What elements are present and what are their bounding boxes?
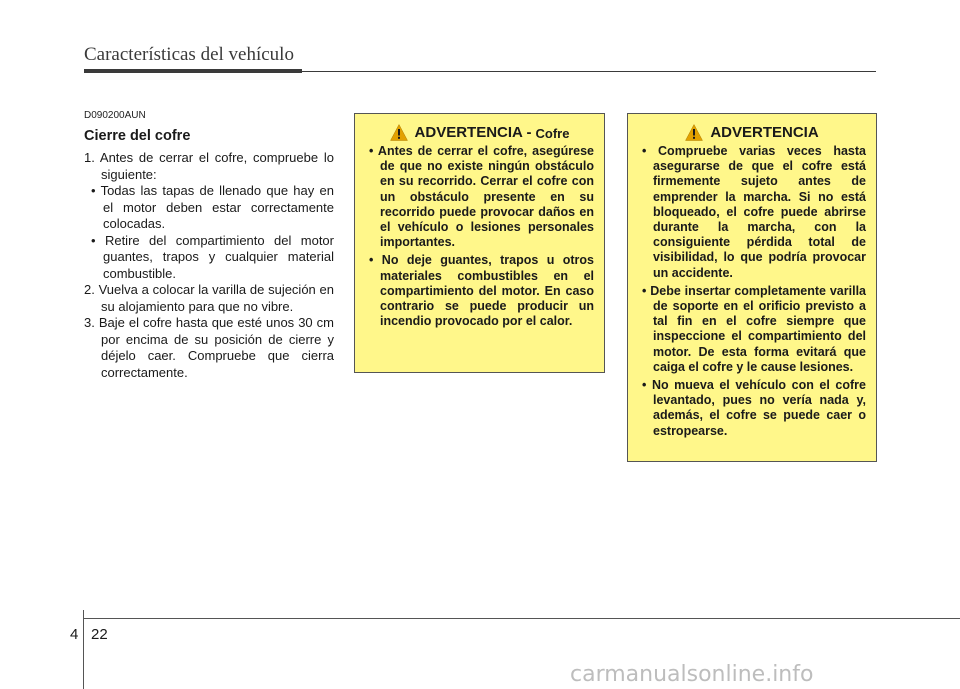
footer-chapter-number: 4 [70, 626, 79, 643]
warning-triangle-icon [390, 124, 408, 141]
section-code: D090200AUN [84, 110, 146, 121]
warning-item: • Debe insertar completamente varilla de soporte en el orificio previsto a tal fin en el cofre siempre que inspeccione el compartimiento del motor. De esta forma evitará que caiga el cofre y le cause lesiones. [642, 283, 866, 374]
page-header-title: Características del vehículo [84, 44, 294, 65]
warning-item: • No mueva el vehículo con el cofre levantado, pues no vería nada y, además, el cofre se puede caer o estropearse. [642, 378, 866, 438]
step-2: 2. Vuelva a colocar la varilla de sujeción en su alojamiento para que no vibre. [84, 282, 334, 314]
warning-heading [365, 124, 594, 141]
step-1: 1. Antes de cerrar el cofre, compruebe lo siguiente: [84, 150, 334, 182]
warning-heading [638, 124, 866, 141]
header-rule-thin [84, 71, 876, 72]
section-title: Cierre del cofre [84, 128, 191, 144]
warning-item: • No deje guantes, trapos u otros materiales combustibles en el compartimiento del motor. En caso contrario se puede producir un incendio provocado por el calor. [369, 253, 594, 329]
step-1-bullet-2: • Retire del compartimiento del motor guantes, trapos y cualquier material combustible. [91, 232, 334, 281]
footer-vertical-rule [83, 610, 84, 689]
footer-horizontal-rule [84, 618, 960, 619]
warning-triangle-icon [685, 124, 703, 141]
warning-subtitle: Cofre [535, 126, 570, 141]
step-3: 3. Baje el cofre hasta que esté unos 30 cm por encima de su posición de cierre y déjelo caer. Compruebe que cierra correctamente. [84, 315, 334, 380]
warning-title: ADVERTENCIA [710, 124, 819, 141]
warning-item: • Antes de cerrar el cofre, asegúrese de que no existe ningún obstáculo en su recorrido. Cerrar el cofre con un obstáculo presente en su recorrido puede provocar daños en el vehículo o lesiones personales importantes. [369, 144, 594, 250]
warning-box-hood [354, 113, 605, 373]
main-content [84, 110, 334, 381]
warning-box-general [627, 113, 877, 462]
warning-title: ADVERTENCIA - [414, 124, 532, 141]
step-1-bullet-1: • Todas las tapas de llenado que hay en el motor deben estar correctamente colocadas. [91, 183, 334, 231]
watermark: carmanualsonline.info [570, 662, 814, 687]
footer-page-number: 22 [91, 626, 108, 643]
warning-item: • Compruebe varias veces hasta asegurarse de que el cofre está firmemente sujeto antes de emprender la marcha. Si no está bloqueado, el cofre puede abrirse durante la marcha, con la consiguiente pérdida total de visibilidad, lo que podría provocar un accidente. [642, 144, 866, 280]
